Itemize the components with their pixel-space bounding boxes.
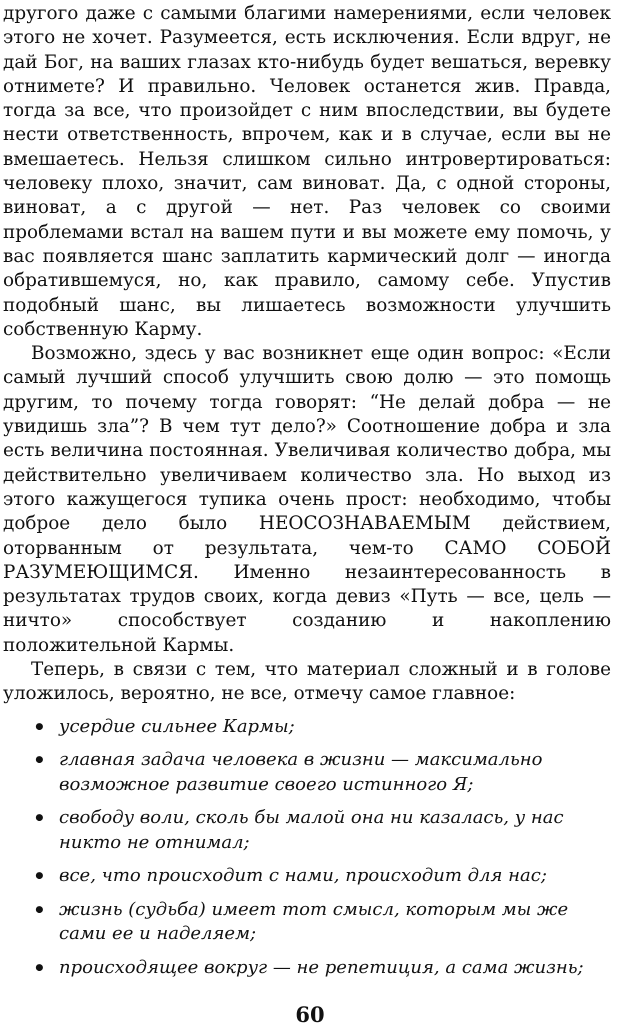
paragraph-1: другого даже с самыми благими намерениями, если человек этого не хочет. Разумеется, есть исключения. Если вдруг, не дай Бог, на ваших глазах кто-нибудь будет вешаться, веревку отнимете? И правильно. Человек останется жив. Правда, тогда за все, что произойдет с ним впоследствии, вы будете нести ответственность, впрочем, как и в случае, если вы не вмешаетесь. Нельзя слишком сильно интровертироваться: человеку плохо, значит, сам виноват. Да, с одной стороны, виноват, а с другой — нет. Раз человек со своими проблемами встал на вашем пути и вы можете ему помочь, у вас появляется шанс заплатить кармический долг — иногда обратившемуся, но, как правило, самому себе. Упустив подобный шанс, вы лишаетесь возможности улучшить собственную Карму.	[3, 3, 611, 340]
list-item-text: происходящее вокруг — не репетиция, а сама жизнь;	[59, 956, 584, 978]
bullet-icon: •	[33, 955, 46, 980]
summary-list	[3, 715, 611, 981]
list-item	[3, 864, 611, 889]
page-text	[3, 2, 611, 989]
list-item	[3, 748, 611, 797]
list-item-text: жизнь (судьба) имеет тот смысл, которым мы же сами ее и наделяем;	[59, 898, 569, 945]
list-item-text: все, что происходит с нами, происходит для нас;	[59, 865, 547, 887]
list-item-text: усердие сильнее Кармы;	[59, 715, 295, 737]
bullet-icon: •	[33, 748, 46, 773]
paragraph-3: Теперь, в связи с тем, что материал сложный и в голове уложилось, вероятно, не все, отмечу самое главное:	[3, 659, 611, 705]
list-item	[3, 956, 611, 981]
bullet-icon: •	[33, 806, 46, 831]
paragraph-2: Возможно, здесь у вас возникнет еще один вопрос: «Если самый лучший способ улучшить свою долю — это помощь другим, то почему тогда говорят: “Не делай добра — не увидишь зла”? В чем тут дело?» Соотношение добра и зла есть величина постоянная. Увеличивая количество добра, мы действительно увеличиваем количество зла. Но выход из этого кажущегося тупика очень прост: необходимо, чтобы доброе дело было НЕОСОЗНАВАЕМЫМ действием, оторванным от результата, чем-то САМО СОБОЙ РАЗУМЕЮЩИМСЯ. Именно незаинтересованность в результатах трудов своих, когда девиз «Путь — все, цель — ничто» способствует созданию и накоплению положительной Кармы.	[3, 343, 611, 656]
list-item-text: главная задача человека в жизни — максимально возможное развитие своего истинного Я;	[59, 749, 543, 795]
bullet-icon: •	[33, 897, 46, 922]
bullet-icon: •	[33, 714, 46, 739]
list-item	[3, 806, 611, 855]
bullet-icon: •	[33, 864, 46, 889]
list-item-text: свободу воли, сколь бы малой она ни казалась, у нас никто не отнимал;	[59, 807, 564, 853]
page-number: 60	[295, 1002, 325, 1027]
list-item	[3, 898, 611, 947]
list-item	[3, 715, 611, 740]
